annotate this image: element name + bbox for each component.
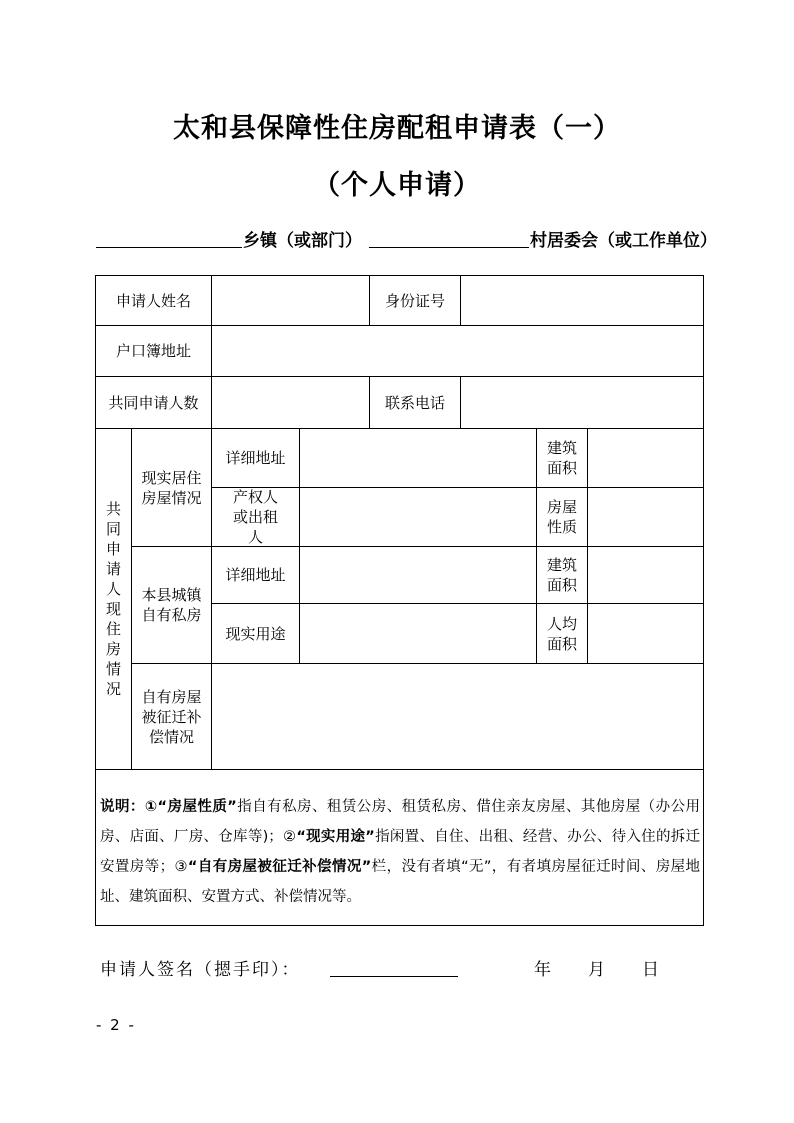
current-housing-label: 现实居住房屋情况 xyxy=(141,468,202,507)
note-text-1: 指自有私房、租赁公房、租赁私房、借住亲友房屋、其他房屋（办公用房、店面、厂房、仓库等)；② xyxy=(100,799,701,845)
owner-or-landlord-label: 产权人或出租人 xyxy=(232,488,278,546)
month-label: 月 xyxy=(588,960,605,980)
current-use-input[interactable] xyxy=(300,604,536,663)
phone-input[interactable] xyxy=(461,377,703,428)
floor-area-label: 建筑面积 xyxy=(546,439,577,477)
detail-address-input[interactable] xyxy=(300,429,536,487)
note-key-house-nature: “房屋性质” xyxy=(157,799,237,815)
signature-label: 申请人签名（摁手印）： xyxy=(100,960,301,980)
detail-address-2-label: 详细地址 xyxy=(225,566,286,584)
detail-address-2-input[interactable] xyxy=(300,547,536,603)
co-applicant-count-label: 共同申请人数 xyxy=(108,393,199,412)
form-title: 太和县保障性住房配租申请表（一） xyxy=(173,113,621,144)
phone-label: 联系电话 xyxy=(384,393,445,412)
note-key-current-use: “现实用途” xyxy=(296,829,375,845)
village-blank[interactable] xyxy=(369,247,529,248)
year-label: 年 xyxy=(534,960,551,980)
town-blank[interactable] xyxy=(96,247,242,248)
id-number-label: 身份证号 xyxy=(384,291,445,310)
id-number-input[interactable] xyxy=(461,276,703,325)
co-applicant-housing-section-label: 共同申请人现住房情况 xyxy=(105,500,121,698)
note-text-3: 栏，没有者填“无”，有者填房屋征迁时间、房屋地址、建筑面积、安置方式、补偿情况等。 xyxy=(100,859,701,905)
form-subtitle: （个人申请） xyxy=(313,170,481,201)
town-label: 乡镇（或部门） xyxy=(243,231,362,251)
own-private-house-label: 本县城镇自有私房 xyxy=(141,586,202,624)
owner-or-landlord-input[interactable] xyxy=(300,488,536,546)
floor-area-2-label: 建筑面积 xyxy=(546,556,577,594)
house-nature-input[interactable] xyxy=(588,488,703,546)
household-address-label: 户口簿地址 xyxy=(115,342,191,360)
floor-area-input[interactable] xyxy=(588,429,703,487)
expropriation-label: 自有房屋被征迁补偿情况 xyxy=(141,687,202,746)
instructions-note xyxy=(100,792,700,912)
applicant-name-input[interactable] xyxy=(212,276,369,325)
village-label: 村居委会（或工作单位） xyxy=(530,231,717,251)
note-text-2: 指闲置、自住、出租、经营、办公、待入住的拆迁安置房等；③ xyxy=(100,829,701,875)
floor-area-2-input[interactable] xyxy=(588,547,703,603)
note-key-expropriation: “自有房屋被征迁补偿情况” xyxy=(187,859,372,875)
day-label: 日 xyxy=(642,960,659,980)
note-prefix: 说明：① xyxy=(100,799,158,815)
per-capita-area-input[interactable] xyxy=(588,604,703,663)
expropriation-input[interactable] xyxy=(212,664,703,769)
house-nature-label: 房屋性质 xyxy=(546,498,577,536)
household-address-input[interactable] xyxy=(212,326,703,376)
page-number: - 2 - xyxy=(96,1016,136,1034)
signature-blank[interactable] xyxy=(330,976,458,977)
per-capita-area-label: 人均面积 xyxy=(546,614,577,653)
current-use-label: 现实用途 xyxy=(225,624,286,643)
co-applicant-count-input[interactable] xyxy=(212,377,369,428)
detail-address-label: 详细地址 xyxy=(225,449,286,467)
header-line xyxy=(96,226,718,252)
applicant-name-label: 申请人姓名 xyxy=(115,291,191,310)
